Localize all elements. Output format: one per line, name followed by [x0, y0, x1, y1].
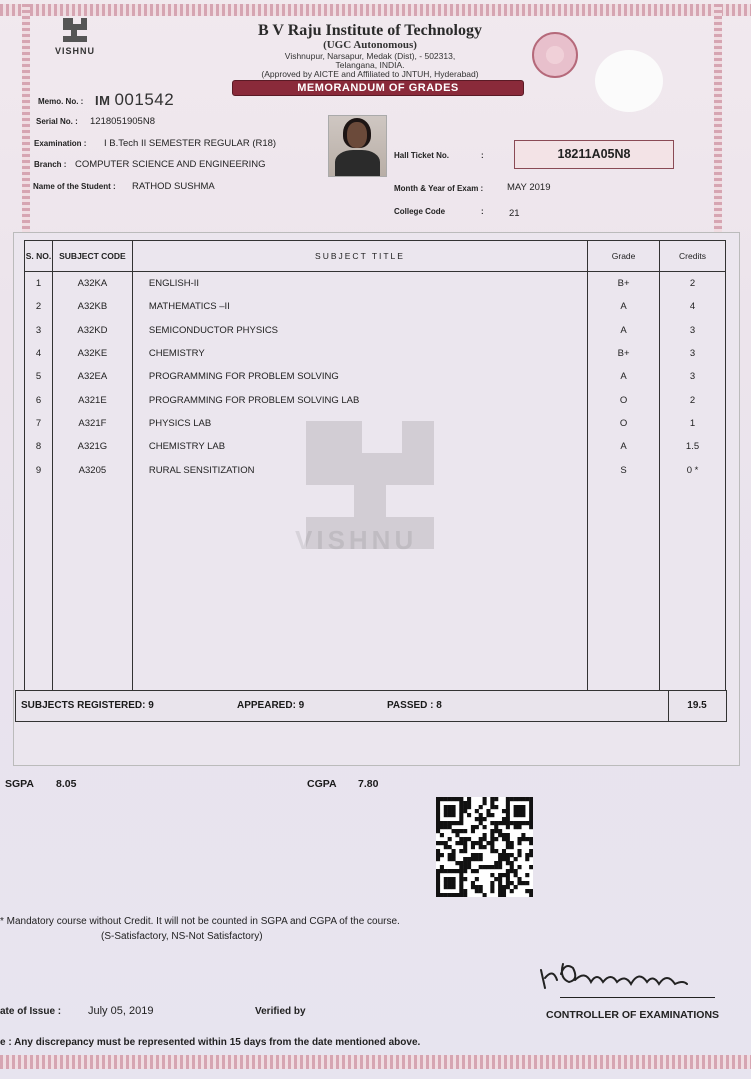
signature-line	[560, 997, 715, 998]
controller-title: CONTROLLER OF EXAMINATIONS	[546, 1009, 720, 1021]
table-row	[25, 319, 726, 342]
cell-grade: O	[588, 412, 660, 435]
memo-number	[95, 90, 174, 110]
table-row	[25, 435, 726, 458]
controller-signature-icon	[535, 950, 705, 1000]
branch-value: COMPUTER SCIENCE AND ENGINEERING	[75, 159, 266, 170]
summary-row	[15, 690, 727, 722]
college-code-colon: :	[481, 207, 484, 216]
cell-grade: B+	[588, 272, 660, 296]
table-row	[25, 388, 726, 411]
cell-credits: 3	[660, 342, 726, 365]
logo-icon	[59, 16, 91, 44]
decorative-border-bottom	[0, 1055, 751, 1069]
subjects-passed: PASSED : 8	[387, 700, 442, 711]
serial-value: 1218051905N8	[90, 116, 155, 127]
cell-title: RURAL SENSITIZATION	[132, 458, 587, 481]
decorative-border-left	[22, 4, 30, 239]
cgpa-value: 7.80	[358, 778, 379, 790]
student-name-value: RATHOD SUSHMA	[132, 181, 215, 192]
logo-text: VISHNU	[54, 46, 95, 56]
cell-code: A32KA	[52, 272, 132, 296]
university-seal-icon	[532, 32, 578, 78]
header-grade: Grade	[588, 241, 660, 272]
memorandum-banner: MEMORANDUM OF GRADES	[232, 80, 524, 96]
cell-title: CHEMISTRY LAB	[132, 435, 587, 458]
cell-credits: 2	[660, 272, 726, 296]
cell-title: PROGRAMMING FOR PROBLEM SOLVING LAB	[132, 388, 587, 411]
qr-code-icon	[436, 797, 533, 897]
cell-credits: 1	[660, 412, 726, 435]
table-row	[25, 272, 726, 296]
hall-ticket-colon: :	[481, 151, 484, 160]
cell-grade: A	[588, 319, 660, 342]
exam-month-value: MAY 2019	[507, 182, 551, 193]
cell-credits: 2	[660, 388, 726, 411]
table-row	[25, 342, 726, 365]
institute-address-1: Vishnupur, Narsapur, Medak (Dist), - 502313,	[284, 51, 456, 61]
header-code: SUBJECT CODE	[52, 241, 132, 272]
cell-code: A32KB	[52, 295, 132, 318]
cell-sno: 6	[25, 388, 53, 411]
student-photo	[328, 115, 387, 177]
cell-grade: S	[588, 458, 660, 481]
issue-date-label: ate of Issue :	[0, 1006, 62, 1017]
cell-code: A32KD	[52, 319, 132, 342]
total-credits: 19.5	[668, 691, 725, 721]
cell-credits: 0 *	[660, 458, 726, 481]
table-row	[25, 412, 726, 435]
subjects-appeared: APPEARED: 9	[237, 700, 305, 711]
cell-grade: A	[588, 365, 660, 388]
cell-code: A321E	[52, 388, 132, 411]
cell-grade: B+	[588, 342, 660, 365]
hall-ticket-value: 18211A05N8	[514, 140, 674, 169]
exam-value: I B.Tech II SEMESTER REGULAR (R18)	[104, 138, 277, 149]
decorative-border-right	[714, 4, 722, 239]
college-code-value: 21	[509, 208, 520, 219]
cell-sno: 7	[25, 412, 53, 435]
footnote-mandatory: * Mandatory course without Credit. It will not be counted in SGPA and CGPA of the course.	[0, 916, 400, 927]
serial-label: Serial No. :	[36, 117, 78, 126]
header-credits: Credits	[660, 241, 726, 272]
cell-credits: 4	[660, 295, 726, 318]
cell-code: A32EA	[52, 365, 132, 388]
cell-code: A3205	[52, 458, 132, 481]
cell-title: MATHEMATICS –II	[132, 295, 587, 318]
verified-by-label: Verified by	[255, 1006, 306, 1017]
student-name-label: Name of the Student :	[33, 182, 116, 191]
subjects-registered: SUBJECTS REGISTERED: 9	[21, 700, 154, 711]
cell-title: CHEMISTRY	[132, 342, 587, 365]
header-sno: S. NO.	[25, 241, 53, 272]
glare-spot	[595, 50, 663, 112]
watermark-text: VISHNU	[295, 525, 418, 555]
institute-address-2: Telangana, INDIA.	[335, 60, 405, 70]
memo-number-value: 001542	[114, 90, 175, 109]
sgpa-value: 8.05	[56, 778, 77, 790]
cell-sno: 5	[25, 365, 53, 388]
hall-ticket-label: Hall Ticket No.	[394, 151, 449, 160]
memo-no-label: Memo. No. :	[38, 97, 84, 106]
table-row	[25, 458, 726, 481]
grades-table	[24, 240, 726, 719]
table-header-row	[25, 241, 726, 272]
decorative-border-top	[0, 4, 751, 16]
cell-credits: 3	[660, 319, 726, 342]
cell-grade: A	[588, 295, 660, 318]
table-row	[25, 295, 726, 318]
cell-grade: O	[588, 388, 660, 411]
memo-prefix: IM	[95, 93, 111, 108]
vishnu-logo	[40, 16, 110, 56]
cell-credits: 1.5	[660, 435, 726, 458]
cell-sno: 2	[25, 295, 53, 318]
cell-sno: 9	[25, 458, 53, 481]
cell-sno: 8	[25, 435, 53, 458]
footnote-legend: (S-Satisfactory, NS-Not Satisfactory)	[101, 931, 263, 942]
sgpa-label: SGPA	[5, 778, 34, 790]
branch-label: Branch :	[34, 160, 67, 169]
issue-date-value: July 05, 2019	[88, 1005, 154, 1017]
table-empty-space	[25, 482, 726, 719]
cell-title: PROGRAMMING FOR PROBLEM SOLVING	[132, 365, 587, 388]
header-title: SUBJECT TITLE	[132, 241, 587, 272]
exam-month-label: Month & Year of Exam :	[394, 184, 484, 193]
cell-code: A321G	[52, 435, 132, 458]
cell-credits: 3	[660, 365, 726, 388]
cgpa-label: CGPA	[307, 778, 337, 790]
cell-title: ENGLISH-II	[132, 272, 587, 296]
cell-sno: 1	[25, 272, 53, 296]
discrepancy-note: e : Any discrepancy must be represented within 15 days from the date mentioned above.	[0, 1037, 421, 1048]
cell-title: PHYSICS LAB	[132, 412, 587, 435]
college-code-label: College Code	[394, 207, 446, 216]
cell-code: A321F	[52, 412, 132, 435]
cell-title: SEMICONDUCTOR PHYSICS	[132, 319, 587, 342]
institute-name: B V Raju Institute of Technology	[258, 22, 482, 39]
cell-code: A32KE	[52, 342, 132, 365]
cell-sno: 3	[25, 319, 53, 342]
cell-sno: 4	[25, 342, 53, 365]
institute-autonomous: (UGC Autonomous)	[323, 39, 417, 51]
cell-grade: A	[588, 435, 660, 458]
table-row	[25, 365, 726, 388]
exam-label: Examination :	[34, 139, 87, 148]
institute-approval: (Approved by AICTE and Affiliated to JNTUH, Hyderabad)	[261, 69, 479, 79]
